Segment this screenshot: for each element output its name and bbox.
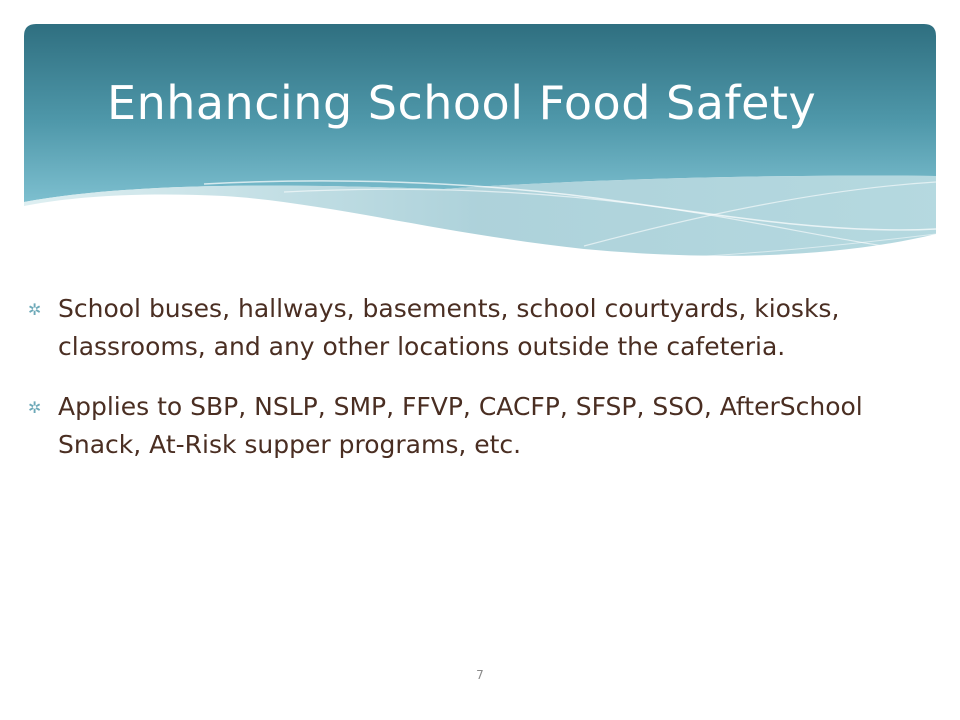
header-wave-graphic [24, 24, 936, 274]
asterisk-bullet-icon: ✲ [28, 300, 42, 319]
bullet-text: School buses, hallways, basements, school courtyards, kiosks, classrooms, and any other locations outside the cafeteria. [58, 294, 840, 361]
slide-title: Enhancing School Food Safety [107, 76, 817, 130]
page-number: 7 [476, 668, 484, 682]
bullet-item [28, 388, 908, 464]
bullet-text: Applies to SBP, NSLP, SMP, FFVP, CACFP, SFSP, SSO, AfterSchool Snack, At-Risk supper programs, etc. [58, 392, 863, 459]
asterisk-bullet-icon: ✲ [28, 398, 42, 417]
bullet-list [28, 290, 908, 486]
bullet-item [28, 290, 908, 366]
title-banner [24, 24, 936, 274]
